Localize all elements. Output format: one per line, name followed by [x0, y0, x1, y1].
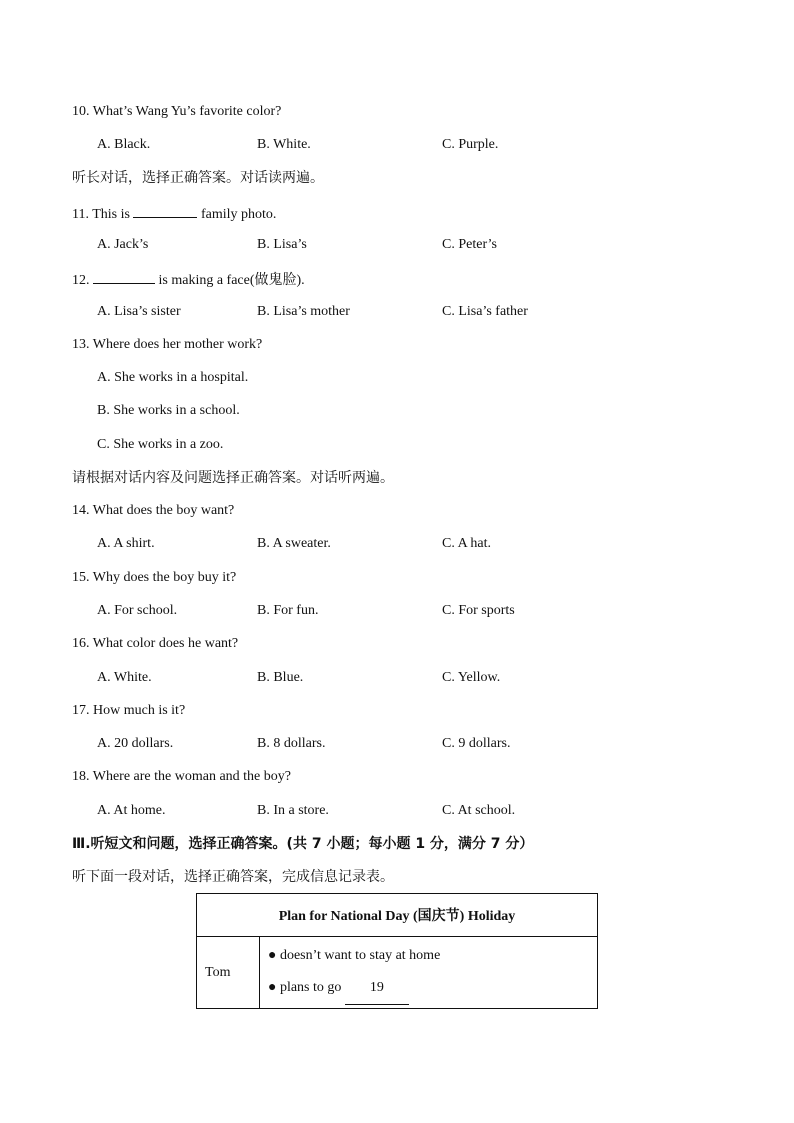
- q16-option-b: B. Blue.: [257, 670, 304, 685]
- q16-option-a: A. White.: [97, 670, 152, 685]
- q14-option-a: A. A shirt.: [97, 536, 155, 551]
- q14-option-c: C. A hat.: [442, 536, 492, 551]
- holiday-plan-table: [196, 893, 598, 1009]
- q12-option-a: A. Lisa’s sister: [97, 304, 181, 319]
- q12-stem-post: is making a face(做鬼脸).: [158, 273, 305, 288]
- q12-stem: [72, 269, 305, 290]
- q18-option-a: A. At home.: [97, 803, 166, 818]
- q12-stem-pre: 12.: [72, 273, 90, 288]
- q10-option-a: A. Black.: [97, 137, 151, 152]
- section-long-dialog-instruction: 听长对话，选择正确答案。对话读两遍。: [72, 170, 324, 186]
- q13-option-c: C. She works in a zoo.: [97, 437, 224, 452]
- q11-stem-post: family photo.: [200, 207, 277, 222]
- q18-stem: 18. Where are the woman and the boy?: [72, 769, 291, 784]
- q17-option-b: B. 8 dollars.: [257, 736, 326, 751]
- q10-stem: 10. What’s Wang Yu’s favorite color?: [72, 104, 282, 119]
- q12-blank: [93, 269, 155, 284]
- table-bullet-2: [260, 972, 597, 1005]
- q17-stem: 17. How much is it?: [72, 703, 186, 718]
- q16-option-c: C. Yellow.: [442, 670, 501, 685]
- q14-option-b: B. A sweater.: [257, 536, 331, 551]
- q11-stem-pre: 11. This is: [72, 207, 130, 222]
- section-3-title: Ⅲ.听短文和问题，选择正确答案。(共 7 小题；每小题 1 分，满分 7 分）: [72, 836, 534, 852]
- table-details-cell: [260, 937, 598, 1009]
- table-bullet-1: ● doesn’t want to stay at home: [268, 948, 441, 963]
- q17-option-c: C. 9 dollars.: [442, 736, 511, 751]
- q15-option-a: A. For school.: [97, 603, 178, 618]
- q12-option-b: B. Lisa’s mother: [257, 304, 350, 319]
- q13-option-b: B. She works in a school.: [97, 403, 240, 418]
- answer-blank-19: 19: [345, 972, 409, 1005]
- q18-option-b: B. In a store.: [257, 803, 329, 818]
- table-bullet-2-text: ● plans to go: [268, 980, 342, 995]
- q11-option-b: B. Lisa’s: [257, 237, 307, 252]
- q14-stem: 14. What does the boy want?: [72, 503, 235, 518]
- q12-option-c: C. Lisa’s father: [442, 304, 528, 319]
- q15-option-b: B. For fun.: [257, 603, 319, 618]
- q15-stem: 15. Why does the boy buy it?: [72, 570, 237, 585]
- q11-option-c: C. Peter’s: [442, 237, 497, 252]
- q13-option-a: A. She works in a hospital.: [97, 370, 249, 385]
- q15-option-c: C. For sports: [442, 603, 515, 618]
- section-dialog-instruction: 请根据对话内容及问题选择正确答案。对话听两遍。: [72, 470, 394, 486]
- q10-option-b: B. White.: [257, 137, 311, 152]
- q10-option-c: C. Purple.: [442, 137, 499, 152]
- table-name-cell: Tom: [197, 937, 260, 1009]
- q13-stem: 13. Where does her mother work?: [72, 337, 263, 352]
- q16-stem: 16. What color does he want?: [72, 636, 239, 651]
- table-title: Plan for National Day (国庆节) Holiday: [197, 894, 598, 937]
- q17-option-a: A. 20 dollars.: [97, 736, 174, 751]
- q11-option-a: A. Jack’s: [97, 237, 149, 252]
- q11-blank: [133, 203, 197, 218]
- q11-stem: [72, 203, 276, 224]
- q18-option-c: C. At school.: [442, 803, 516, 818]
- section-3-instruction: 听下面一段对话，选择正确答案，完成信息记录表。: [72, 869, 394, 885]
